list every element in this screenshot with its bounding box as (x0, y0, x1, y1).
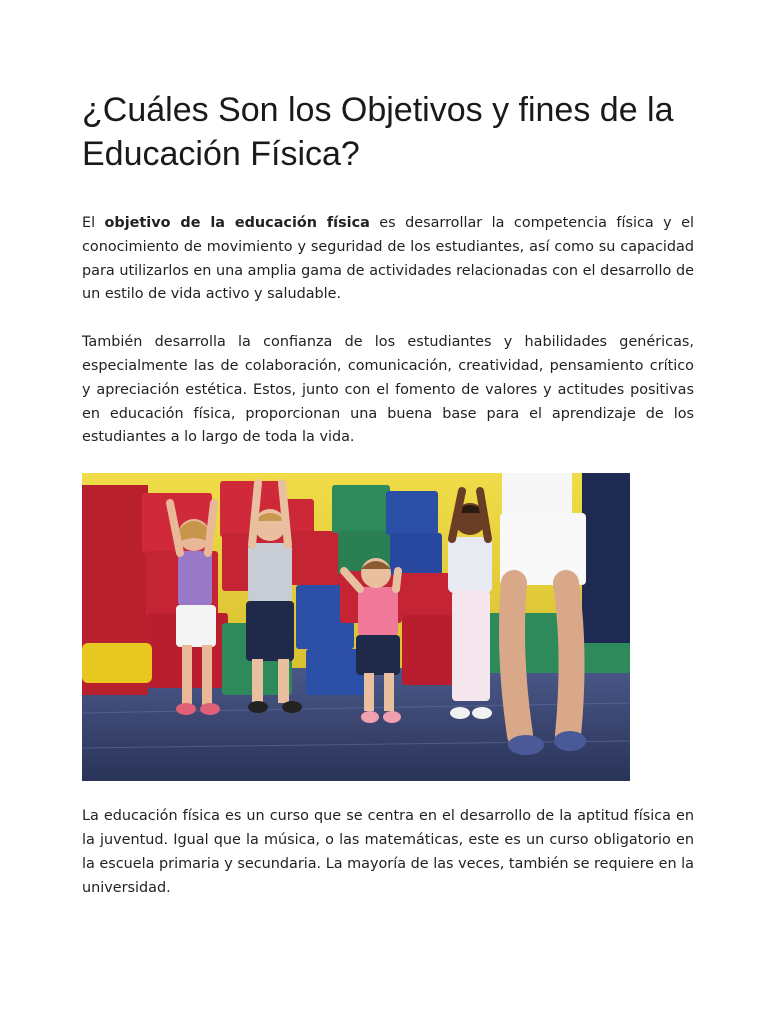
paragraph-skills: También desarrolla la confianza de los estudiantes y habilidades genéricas, especialmente las de colaboración, comunicación, creatividad, pensamiento crítico y apreciación estética. Estos, junto con el fomento de valores y actitudes positivas en educación física, proporcionan una buena base para el aprendizaje de los estudiantes a lo largo de toda la vida. (82, 334, 694, 446)
paragraph-objective-lead: El (82, 215, 105, 231)
paragraph-definition: La educación física es un curso que se centra en el desarrollo de la aptitud física en la juventud. Igual que la música, o las matemáticas, este es un curso obligatorio en la escuela primaria y secundaria. La mayoría de las veces, también se requiere en la universidad. (82, 808, 694, 896)
gym-kids-stretching-photo (82, 473, 630, 781)
paragraph-objective-rest: es desarrollar la competencia física y el conocimiento de movimiento y seguridad de los estudiantes, así como su capacidad para utilizarlos en una amplia gama de actividades relacionadas con el desarrollo de un estilo de vida activo y saludable. (82, 215, 694, 303)
article (82, 88, 694, 900)
child-white-shirt (448, 491, 492, 719)
page-title: ¿Cuáles Son los Objetivos y fines de la Educación Física? (82, 91, 674, 173)
paragraph-objective-bold: objetivo de la educación física (104, 215, 370, 231)
paragraph-objective (82, 212, 694, 307)
